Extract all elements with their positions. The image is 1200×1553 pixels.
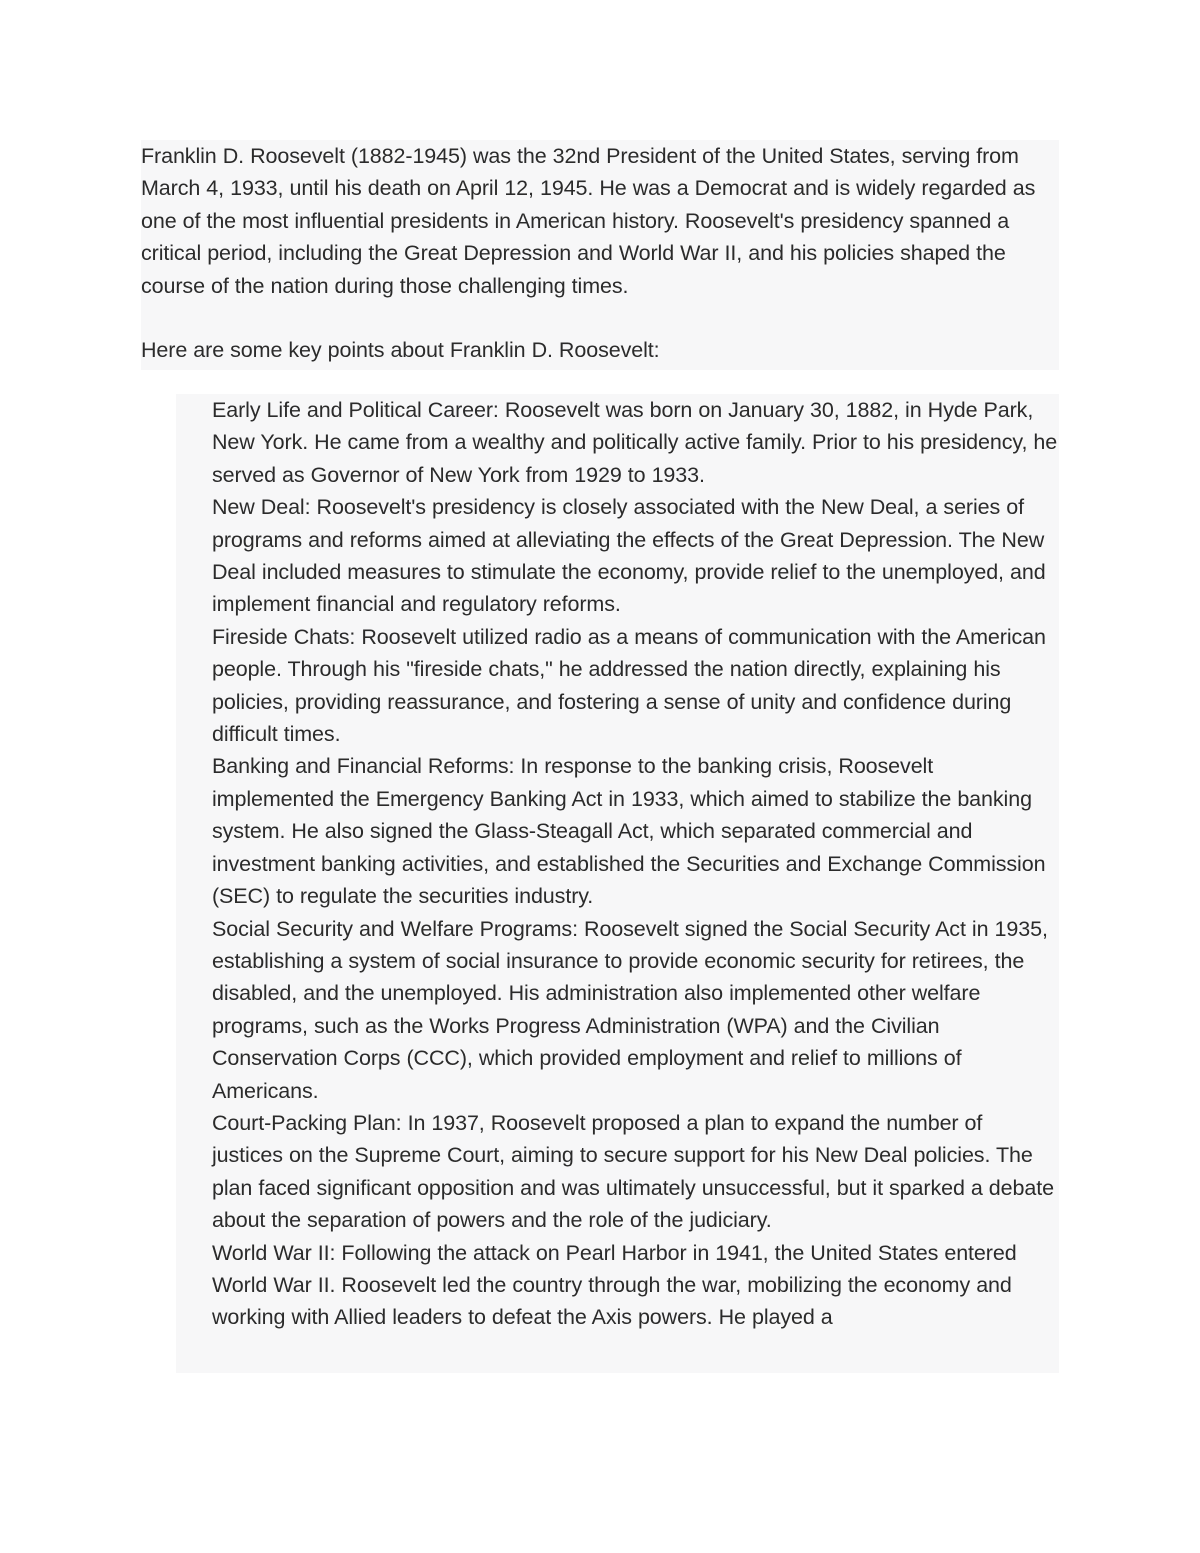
key-point-fireside-chats: Fireside Chats: Roosevelt utilized radio as a means of communication with the American people. Through his "fireside chats," he addressed the nation directly, explaining his policies, providing reassurance, and fostering a sense of unity and confidence during difficult times. xyxy=(212,624,1046,747)
key-point-new-deal: New Deal: Roosevelt's presidency is closely associated with the New Deal, a series of programs and reforms aimed at alleviating the effects of the Great Depression. The New Deal included measures to stimulate the economy, provide relief to the unemployed, and implement financial and regulatory reforms. xyxy=(212,495,1046,617)
key-point-world-war-ii: World War II: Following the attack on Pearl Harbor in 1941, the United States entered World War II. Roosevelt led the country through the war, mobilizing the economy and working with Allied leaders to defeat the Axis powers. He played a xyxy=(212,1240,1017,1330)
key-points-list xyxy=(176,394,1059,1334)
key-point-court-packing: Court-Packing Plan: In 1937, Roosevelt proposed a plan to expand the number of justices on the Supreme Court, aiming to secure support for his New Deal policies. The plan faced significant opposition and was ultimately unsuccessful, but it sparked a debate about the separation of powers and the role of the judiciary. xyxy=(212,1110,1054,1233)
key-point-early-life: Early Life and Political Career: Roosevelt was born on January 30, 1882, in Hyde Park, New York. He came from a wealthy and politically active family. Prior to his presidency, he served as Governor of New York from 1929 to 1933. xyxy=(212,398,1058,487)
key-point-banking-reforms: Banking and Financial Reforms: In response to the banking crisis, Roosevelt implemented the Emergency Banking Act in 1933, which aimed to stabilize the banking system. He also signed the Glass-Steagall Act, which separated commercial and investment banking activities, and established the Securities and Exchange Commission (SEC) to regulate the securities industry. xyxy=(212,754,1046,909)
key-point-social-security: Social Security and Welfare Programs: Roosevelt signed the Social Security Act in 1935, establishing a system of social insurance to provide economic security for retirees, the disabled, and the unemployed. His administration also implemented other welfare programs, such as the Works Progress Administration (WPA) and the Civilian Conservation Corps (CCC), which provided employment and relief to millions of Americans. xyxy=(212,916,1048,1103)
lead-in-paragraph: Here are some key points about Franklin D. Roosevelt: xyxy=(141,338,660,362)
intro-paragraph: Franklin D. Roosevelt (1882-1945) was the 32nd President of the United States, serving from March 4, 1933, until his death on April 12, 1945. He was a Democrat and is widely regarded as one of the most influential presidents in American history. Roosevelt's presidency spanned a critical period, including the Great Depression and World War II, and his policies shaped the course of the nation during those challenging times. xyxy=(141,144,1036,298)
intro-section xyxy=(141,140,1059,370)
key-points-section xyxy=(176,394,1059,1373)
